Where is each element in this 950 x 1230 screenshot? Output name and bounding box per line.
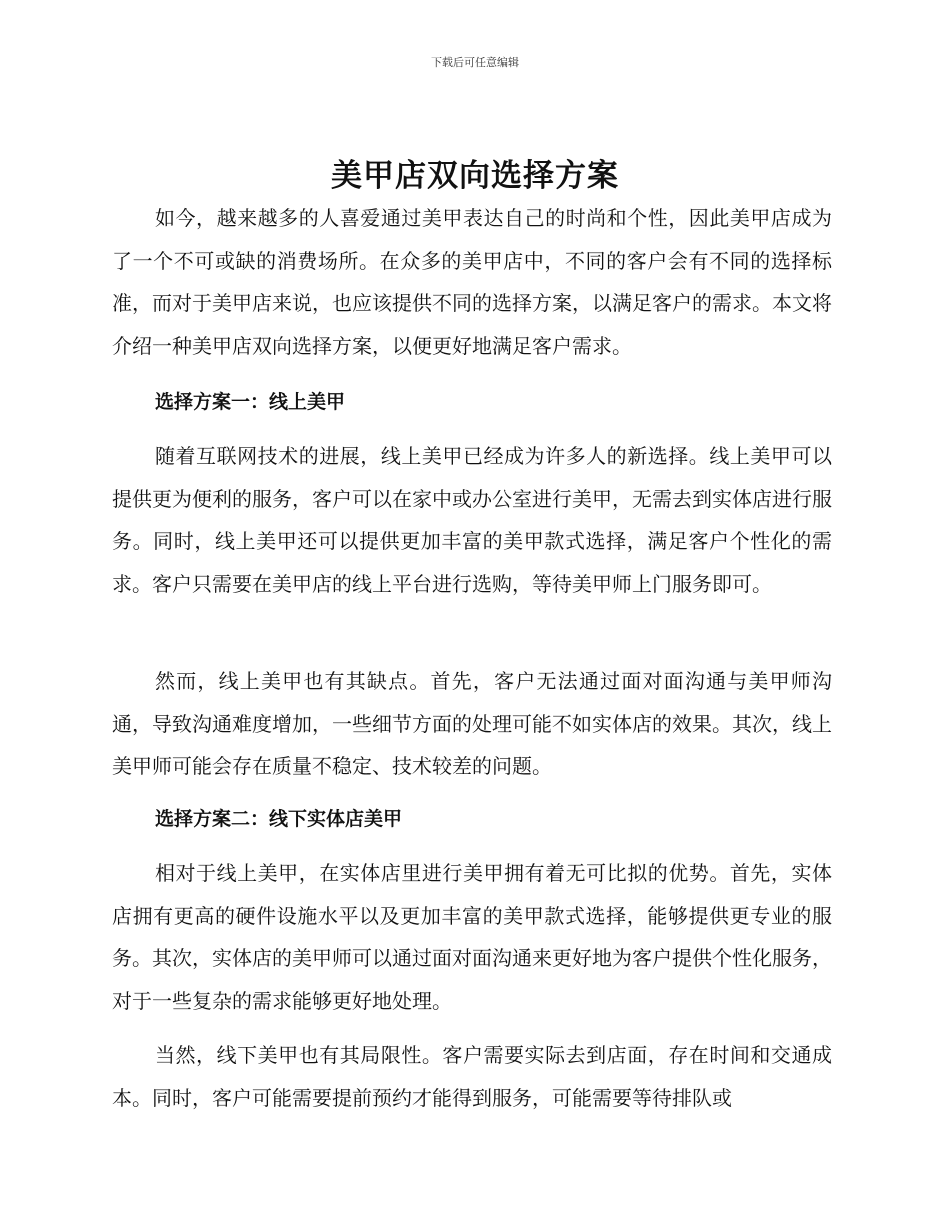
document-title: 美甲店双向选择方案 — [331, 158, 619, 194]
section-1-paragraph-1: 随着互联网技术的进展，线上美甲已经成为许多人的新选择。线上美甲可以提供更为便利的服务，客户可以在家中或办公室进行美甲，无需去到实体店进行服务。同时，线上美甲还可以提供更加丰富的美甲款式选择，满足客户个性化的需求。客户只需要在美甲店的线上平台进行选购，等待美甲师上门服务即可。 — [112, 444, 832, 596]
section-1-heading-block — [112, 381, 832, 424]
intro-block — [112, 197, 832, 367]
intro-paragraph: 如今，越来越多的人喜爱通过美甲表达自己的时尚和个性，因此美甲店成为了一个不可或缺的消费场所。在众多的美甲店中，不同的客户会有不同的选择标准，而对于美甲店来说，也应该提供不同的选择方案，以满足客户的需求。本文将介绍一种美甲店双向选择方案，以便更好地满足客户需求。 — [112, 206, 832, 358]
header-note: 下载后可任意编辑 — [431, 56, 519, 69]
section-1-paragraph-1-block — [112, 435, 832, 605]
section-2-heading-block — [112, 798, 832, 841]
section-2-paragraph-2-block — [112, 1034, 832, 1119]
section-2-heading: 选择方案二：线下实体店美甲 — [155, 808, 403, 830]
section-2-paragraph-1: 相对于线上美甲，在实体店里进行美甲拥有着无可比拟的优势。首先，实体店拥有更高的硬件设施水平以及更加丰富的美甲款式选择，能够提供更专业的服务。其次，实体店的美甲师可以通过面对面沟通来更好地为客户提供个性化服务，对于一些复杂的需求能够更好地处理。 — [112, 861, 832, 1013]
section-2-paragraph-2: 当然，线下美甲也有其局限性。客户需要实际去到店面，存在时间和交通成本。同时，客户可能需要提前预约才能得到服务，可能需要等待排队或 — [112, 1043, 832, 1110]
section-1-heading: 选择方案一：线上美甲 — [155, 391, 346, 413]
section-2-paragraph-1-block — [112, 852, 832, 1022]
section-1-paragraph-2: 然而，线上美甲也有其缺点。首先，客户无法通过面对面沟通与美甲师沟通，导致沟通难度增加，一些细节方面的处理可能不如实体店的效果。其次，线上美甲师可能会存在质量不稳定、技术较差的问题。 — [112, 669, 832, 778]
section-1-paragraph-2-block — [112, 660, 832, 788]
